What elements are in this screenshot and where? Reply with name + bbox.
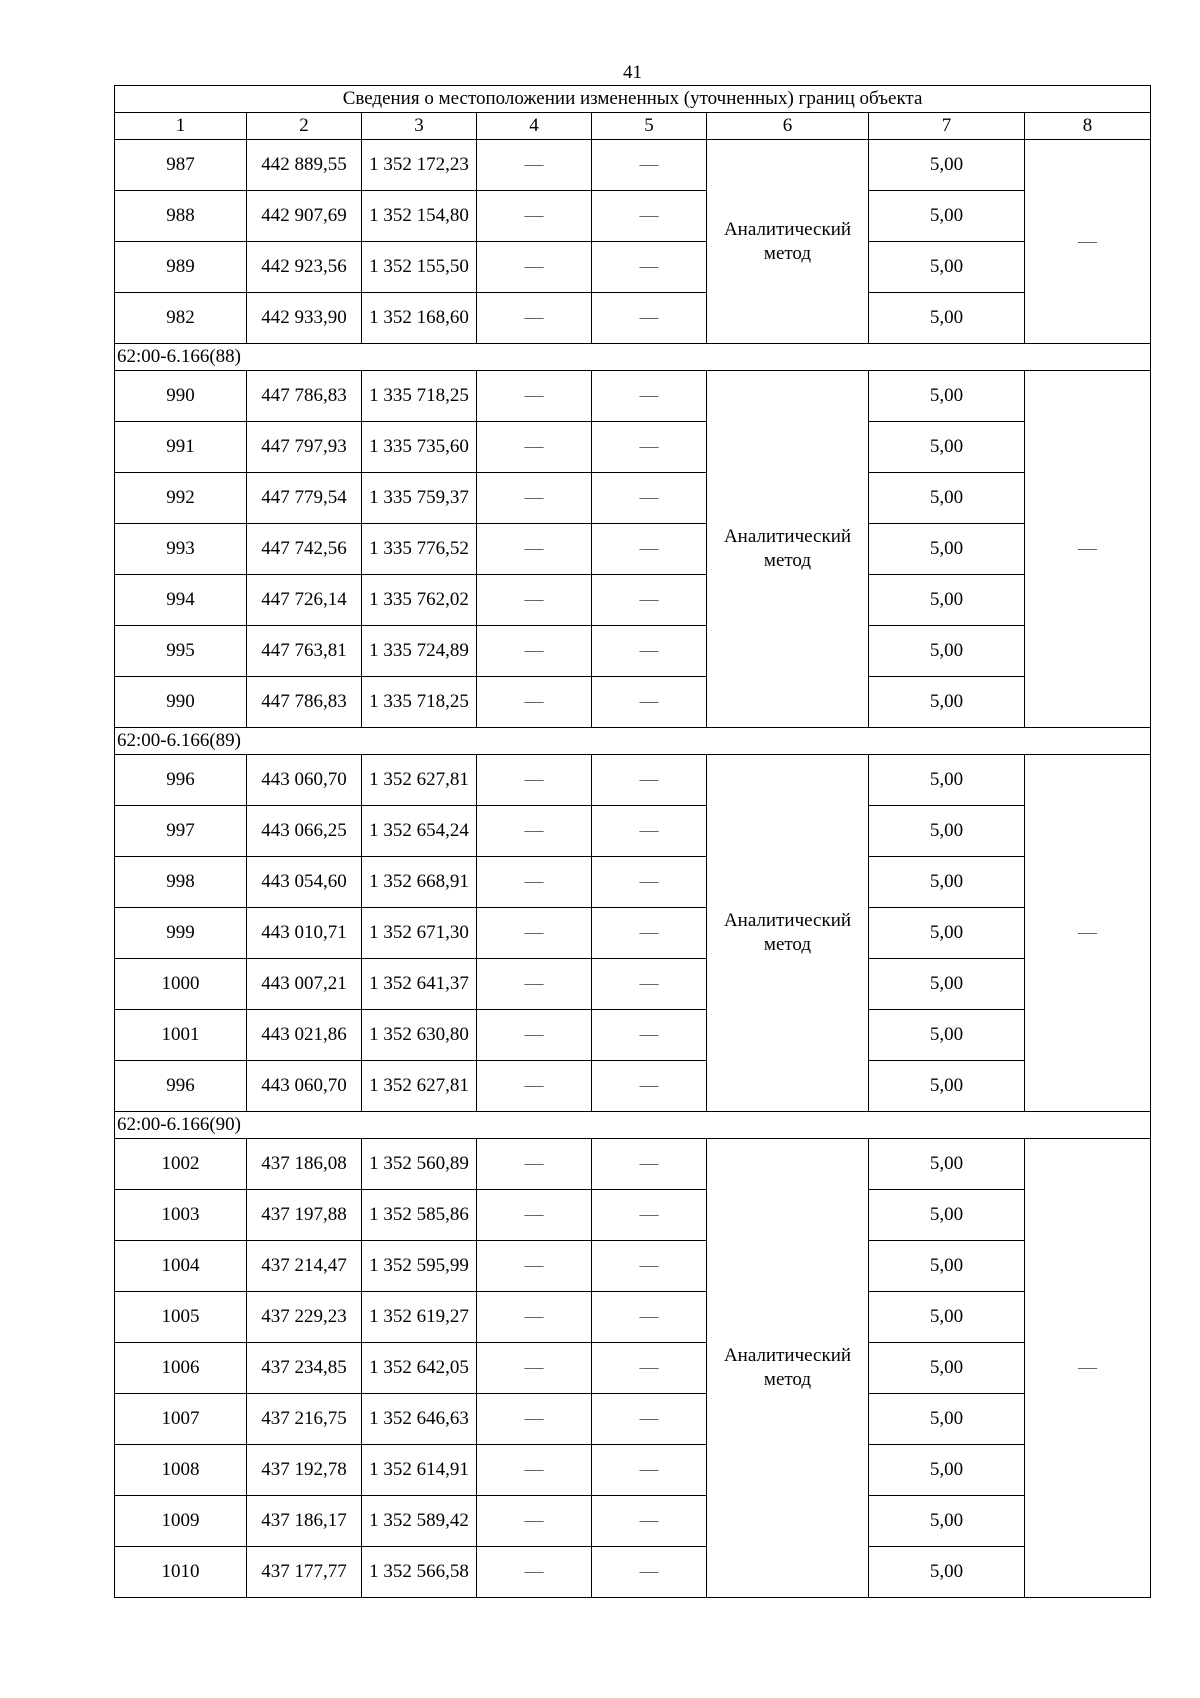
column-4-cell: — — [477, 755, 592, 806]
column-4-cell: — — [477, 857, 592, 908]
x-coordinate-cell: 437 192,78 — [247, 1445, 362, 1496]
column-5-cell: — — [592, 191, 707, 242]
column-5-cell: — — [592, 422, 707, 473]
point-number-cell: 987 — [115, 140, 247, 191]
y-coordinate-cell: 1 335 724,89 — [362, 626, 477, 677]
column-4-cell: — — [477, 575, 592, 626]
table-row — [115, 242, 1151, 293]
point-number-cell: 1000 — [115, 959, 247, 1010]
accuracy-cell: 5,00 — [869, 371, 1025, 422]
point-number-cell: 1008 — [115, 1445, 247, 1496]
column-5-cell: — — [592, 1445, 707, 1496]
point-number-cell: 997 — [115, 806, 247, 857]
column-header-row — [115, 113, 1151, 140]
point-number-cell: 996 — [115, 1061, 247, 1112]
column-4-cell: — — [477, 959, 592, 1010]
y-coordinate-cell: 1 352 589,42 — [362, 1496, 477, 1547]
x-coordinate-cell: 437 214,47 — [247, 1241, 362, 1292]
table-row — [115, 959, 1151, 1010]
column-5-cell: — — [592, 959, 707, 1010]
y-coordinate-cell: 1 352 627,81 — [362, 755, 477, 806]
column-4-cell: — — [477, 1547, 592, 1598]
x-coordinate-cell: 443 010,71 — [247, 908, 362, 959]
column-8-cell: — — [1025, 140, 1151, 344]
column-5-cell: — — [592, 140, 707, 191]
column-5-cell: — — [592, 242, 707, 293]
column-header: 1 — [115, 113, 247, 140]
accuracy-cell: 5,00 — [869, 908, 1025, 959]
column-8-cell: — — [1025, 371, 1151, 728]
y-coordinate-cell: 1 352 566,58 — [362, 1547, 477, 1598]
accuracy-cell: 5,00 — [869, 575, 1025, 626]
accuracy-cell: 5,00 — [869, 1190, 1025, 1241]
column-4-cell: — — [477, 1394, 592, 1445]
x-coordinate-cell: 443 007,21 — [247, 959, 362, 1010]
accuracy-cell: 5,00 — [869, 626, 1025, 677]
y-coordinate-cell: 1 352 168,60 — [362, 293, 477, 344]
y-coordinate-cell: 1 352 614,91 — [362, 1445, 477, 1496]
parcel-group-row — [115, 728, 1151, 755]
table-row — [115, 191, 1151, 242]
column-5-cell: — — [592, 1241, 707, 1292]
y-coordinate-cell: 1 335 776,52 — [362, 524, 477, 575]
method-cell: Аналитический метод — [707, 755, 869, 1112]
column-4-cell: — — [477, 473, 592, 524]
column-5-cell: — — [592, 626, 707, 677]
y-coordinate-cell: 1 335 759,37 — [362, 473, 477, 524]
y-coordinate-cell: 1 352 646,63 — [362, 1394, 477, 1445]
parcel-group-row — [115, 1112, 1151, 1139]
column-5-cell: — — [592, 1496, 707, 1547]
column-header: 3 — [362, 113, 477, 140]
table-row — [115, 1139, 1151, 1190]
x-coordinate-cell: 447 763,81 — [247, 626, 362, 677]
y-coordinate-cell: 1 352 155,50 — [362, 242, 477, 293]
point-number-cell: 990 — [115, 371, 247, 422]
table-row — [115, 857, 1151, 908]
column-4-cell: — — [477, 1010, 592, 1061]
x-coordinate-cell: 447 797,93 — [247, 422, 362, 473]
column-4-cell: — — [477, 191, 592, 242]
accuracy-cell: 5,00 — [869, 1010, 1025, 1061]
accuracy-cell: 5,00 — [869, 1061, 1025, 1112]
point-number-cell: 990 — [115, 677, 247, 728]
accuracy-cell: 5,00 — [869, 1139, 1025, 1190]
accuracy-cell: 5,00 — [869, 242, 1025, 293]
column-4-cell: — — [477, 422, 592, 473]
point-number-cell: 993 — [115, 524, 247, 575]
x-coordinate-cell: 442 923,56 — [247, 242, 362, 293]
x-coordinate-cell: 437 216,75 — [247, 1394, 362, 1445]
y-coordinate-cell: 1 352 642,05 — [362, 1343, 477, 1394]
column-5-cell: — — [592, 1061, 707, 1112]
x-coordinate-cell: 442 933,90 — [247, 293, 362, 344]
accuracy-cell: 5,00 — [869, 1547, 1025, 1598]
table-row — [115, 1547, 1151, 1598]
column-4-cell: — — [477, 908, 592, 959]
accuracy-cell: 5,00 — [869, 293, 1025, 344]
point-number-cell: 998 — [115, 857, 247, 908]
y-coordinate-cell: 1 352 560,89 — [362, 1139, 477, 1190]
table-caption: Сведения о местоположении измененных (уточненных) границ объекта — [115, 86, 1151, 113]
y-coordinate-cell: 1 352 595,99 — [362, 1241, 477, 1292]
x-coordinate-cell: 447 779,54 — [247, 473, 362, 524]
accuracy-cell: 5,00 — [869, 422, 1025, 473]
column-5-cell: — — [592, 857, 707, 908]
column-5-cell: — — [592, 1292, 707, 1343]
y-coordinate-cell: 1 352 154,80 — [362, 191, 477, 242]
column-8-cell: — — [1025, 1139, 1151, 1598]
x-coordinate-cell: 437 177,77 — [247, 1547, 362, 1598]
column-header: 5 — [592, 113, 707, 140]
column-5-cell: — — [592, 293, 707, 344]
y-coordinate-cell: 1 352 627,81 — [362, 1061, 477, 1112]
accuracy-cell: 5,00 — [869, 677, 1025, 728]
x-coordinate-cell: 447 786,83 — [247, 677, 362, 728]
table-row — [115, 1241, 1151, 1292]
parcel-label: 62:00-6.166(90) — [115, 1112, 1151, 1139]
table-row — [115, 473, 1151, 524]
table-row — [115, 1292, 1151, 1343]
point-number-cell: 989 — [115, 242, 247, 293]
table-row — [115, 1190, 1151, 1241]
y-coordinate-cell: 1 352 641,37 — [362, 959, 477, 1010]
point-number-cell: 1009 — [115, 1496, 247, 1547]
column-5-cell: — — [592, 1010, 707, 1061]
accuracy-cell: 5,00 — [869, 857, 1025, 908]
column-4-cell: — — [477, 524, 592, 575]
table-body — [115, 86, 1151, 1598]
table-row — [115, 908, 1151, 959]
column-5-cell: — — [592, 473, 707, 524]
x-coordinate-cell: 447 742,56 — [247, 524, 362, 575]
column-header: 4 — [477, 113, 592, 140]
column-4-cell: — — [477, 626, 592, 677]
y-coordinate-cell: 1 335 718,25 — [362, 677, 477, 728]
column-4-cell: — — [477, 293, 592, 344]
table-row — [115, 1343, 1151, 1394]
column-header: 2 — [247, 113, 362, 140]
column-header: 6 — [707, 113, 869, 140]
column-4-cell: — — [477, 1292, 592, 1343]
accuracy-cell: 5,00 — [869, 1394, 1025, 1445]
column-5-cell: — — [592, 1190, 707, 1241]
x-coordinate-cell: 443 066,25 — [247, 806, 362, 857]
accuracy-cell: 5,00 — [869, 959, 1025, 1010]
column-4-cell: — — [477, 371, 592, 422]
table-row — [115, 1061, 1151, 1112]
accuracy-cell: 5,00 — [869, 1241, 1025, 1292]
y-coordinate-cell: 1 335 718,25 — [362, 371, 477, 422]
y-coordinate-cell: 1 352 671,30 — [362, 908, 477, 959]
point-number-cell: 999 — [115, 908, 247, 959]
method-cell: Аналитический метод — [707, 140, 869, 344]
table-row — [115, 677, 1151, 728]
column-5-cell: — — [592, 1394, 707, 1445]
caption-row — [115, 86, 1151, 113]
point-number-cell: 1003 — [115, 1190, 247, 1241]
column-5-cell: — — [592, 524, 707, 575]
column-4-cell: — — [477, 677, 592, 728]
point-number-cell: 988 — [115, 191, 247, 242]
y-coordinate-cell: 1 352 172,23 — [362, 140, 477, 191]
table-row — [115, 1010, 1151, 1061]
table-row — [115, 1496, 1151, 1547]
table-row — [115, 575, 1151, 626]
y-coordinate-cell: 1 335 762,02 — [362, 575, 477, 626]
column-4-cell: — — [477, 806, 592, 857]
parcel-label: 62:00-6.166(88) — [115, 344, 1151, 371]
column-4-cell: — — [477, 1496, 592, 1547]
accuracy-cell: 5,00 — [869, 1496, 1025, 1547]
column-4-cell: — — [477, 1445, 592, 1496]
accuracy-cell: 5,00 — [869, 1343, 1025, 1394]
column-4-cell: — — [477, 1139, 592, 1190]
x-coordinate-cell: 437 234,85 — [247, 1343, 362, 1394]
x-coordinate-cell: 447 786,83 — [247, 371, 362, 422]
y-coordinate-cell: 1 352 585,86 — [362, 1190, 477, 1241]
accuracy-cell: 5,00 — [869, 1445, 1025, 1496]
table-row — [115, 806, 1151, 857]
table-row — [115, 140, 1151, 191]
column-4-cell: — — [477, 1061, 592, 1112]
accuracy-cell: 5,00 — [869, 524, 1025, 575]
y-coordinate-cell: 1 335 735,60 — [362, 422, 477, 473]
point-number-cell: 1005 — [115, 1292, 247, 1343]
method-cell: Аналитический метод — [707, 371, 869, 728]
table-row — [115, 755, 1151, 806]
column-header: 7 — [869, 113, 1025, 140]
column-4-cell: — — [477, 242, 592, 293]
column-5-cell: — — [592, 677, 707, 728]
table-row — [115, 1394, 1151, 1445]
x-coordinate-cell: 442 907,69 — [247, 191, 362, 242]
table-row — [115, 626, 1151, 677]
point-number-cell: 1004 — [115, 1241, 247, 1292]
table-row — [115, 422, 1151, 473]
column-5-cell: — — [592, 755, 707, 806]
x-coordinate-cell: 443 060,70 — [247, 1061, 362, 1112]
accuracy-cell: 5,00 — [869, 755, 1025, 806]
y-coordinate-cell: 1 352 668,91 — [362, 857, 477, 908]
column-5-cell: — — [592, 1139, 707, 1190]
x-coordinate-cell: 447 726,14 — [247, 575, 362, 626]
accuracy-cell: 5,00 — [869, 1292, 1025, 1343]
y-coordinate-cell: 1 352 619,27 — [362, 1292, 477, 1343]
y-coordinate-cell: 1 352 654,24 — [362, 806, 477, 857]
x-coordinate-cell: 437 197,88 — [247, 1190, 362, 1241]
column-4-cell: — — [477, 1343, 592, 1394]
accuracy-cell: 5,00 — [869, 806, 1025, 857]
column-4-cell: — — [477, 1190, 592, 1241]
x-coordinate-cell: 442 889,55 — [247, 140, 362, 191]
table-row — [115, 524, 1151, 575]
x-coordinate-cell: 443 054,60 — [247, 857, 362, 908]
accuracy-cell: 5,00 — [869, 140, 1025, 191]
point-number-cell: 991 — [115, 422, 247, 473]
x-coordinate-cell: 443 021,86 — [247, 1010, 362, 1061]
table-row — [115, 293, 1151, 344]
column-5-cell: — — [592, 1547, 707, 1598]
point-number-cell: 1002 — [115, 1139, 247, 1190]
page-number: 41 — [623, 62, 642, 83]
point-number-cell: 995 — [115, 626, 247, 677]
point-number-cell: 1007 — [115, 1394, 247, 1445]
column-4-cell: — — [477, 140, 592, 191]
x-coordinate-cell: 437 229,23 — [247, 1292, 362, 1343]
column-4-cell: — — [477, 1241, 592, 1292]
method-cell: Аналитический метод — [707, 1139, 869, 1598]
table-row — [115, 1445, 1151, 1496]
parcel-group-row — [115, 344, 1151, 371]
column-5-cell: — — [592, 371, 707, 422]
column-8-cell: — — [1025, 755, 1151, 1112]
point-number-cell: 992 — [115, 473, 247, 524]
point-number-cell: 996 — [115, 755, 247, 806]
point-number-cell: 1010 — [115, 1547, 247, 1598]
table-row — [115, 371, 1151, 422]
x-coordinate-cell: 437 186,08 — [247, 1139, 362, 1190]
accuracy-cell: 5,00 — [869, 473, 1025, 524]
x-coordinate-cell: 437 186,17 — [247, 1496, 362, 1547]
column-5-cell: — — [592, 806, 707, 857]
boundary-coordinates-table — [114, 85, 1151, 1598]
column-5-cell: — — [592, 908, 707, 959]
point-number-cell: 1006 — [115, 1343, 247, 1394]
x-coordinate-cell: 443 060,70 — [247, 755, 362, 806]
column-5-cell: — — [592, 1343, 707, 1394]
accuracy-cell: 5,00 — [869, 191, 1025, 242]
point-number-cell: 1001 — [115, 1010, 247, 1061]
parcel-label: 62:00-6.166(89) — [115, 728, 1151, 755]
column-header: 8 — [1025, 113, 1151, 140]
point-number-cell: 982 — [115, 293, 247, 344]
point-number-cell: 994 — [115, 575, 247, 626]
y-coordinate-cell: 1 352 630,80 — [362, 1010, 477, 1061]
column-5-cell: — — [592, 575, 707, 626]
